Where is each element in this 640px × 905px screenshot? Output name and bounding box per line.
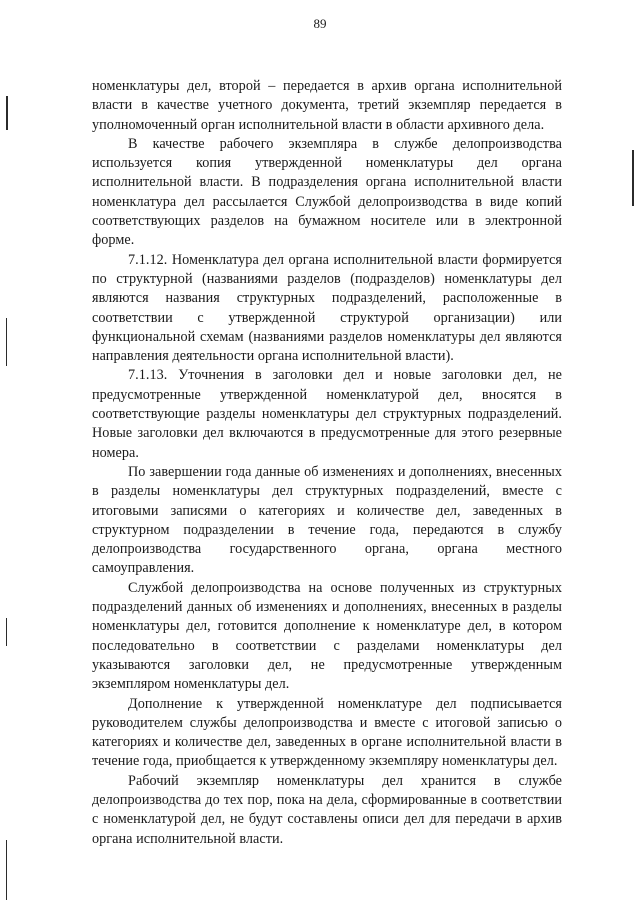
paragraph-working-copy: В качестве рабочего экземпляра в службе делопроизводства используется копия утвержденной номенклатуры дел органа исполнительной власти. В подразделения органа исполнительной власти номенклатура дел рассылается Службой делопроизводства в виде копий соответствующих разделов на бумажном носителе или в электронной форме.	[92, 135, 562, 249]
paragraph-supplement-signing: Дополнение к утвержденной номенклатуре дел подписывается руководителем службы делопроизводства и вместе с итоговой записью о категориях и количестве дел, заведенных в органе исполнительной власти в течение года, приобщается к утвержденному экземпляру номенклатуры дел.	[92, 695, 562, 770]
paragraph-continuation: номенклатуры дел, второй – передается в архив органа исполнительной власти в качестве учетного документа, третий экземпляр передается в уполномоченный орган исполнительной власти в области архивного дела.	[92, 78, 562, 133]
document-body	[92, 77, 562, 849]
paragraph-year-end: По завершении года данные об изменениях и дополнениях, внесенных в разделы номенклатуры дел структурных подразделений, вместе с итоговыми записями о категориях и количестве дел, заведенных в структурном подразделении в течение года, передаются в службу делопроизводства государственного органа, органа местного самоуправления.	[92, 463, 562, 577]
scan-edge-mark	[632, 150, 634, 206]
paragraph-7-1-12: 7.1.12. Номенклатура дел органа исполнительной власти формируется по структурной (названиями разделов (подразделов) номенклатуры дел являются названия структурных подразделений, расположенные в соответствии с утвержденной структурой организации) или функциональной схемам (названиями разделов номенклатуры дел являются направления деятельности органа исполнительной власти).	[92, 251, 562, 365]
paragraph-7-1-13: 7.1.13. Уточнения в заголовки дел и новые заголовки дел, не предусмотренные утвержденной номенклатурой дел, вносятся в соответствующие разделы номенклатуры дел структурных подразделений. Новые заголовки дел включаются в предусмотренные для этого резервные номера.	[92, 367, 562, 461]
scan-edge-mark	[6, 840, 7, 900]
scan-edge-mark	[6, 96, 8, 130]
paragraph-supplement-preparation: Службой делопроизводства на основе полученных из структурных подразделений данных об изменениях и дополнениях, внесенных в разделы номенклатуры дел, готовится дополнение к номенклатуре дел, в котором последовательно в соответствии с разделами номенклатуры дел указываются заголовки дел, не предусмотренные утвержденным экземпляром номенклатуры дел.	[92, 579, 562, 693]
scan-edge-mark	[6, 318, 7, 366]
scan-edge-mark	[6, 618, 7, 646]
paragraph-working-copy-storage: Рабочий экземпляр номенклатуры дел хранится в службе делопроизводства до тех пор, пока на дела, сформированные в соответствии с номенклатурой дел, не будут составлены описи дел для передачи в архив органа исполнительной власти.	[92, 772, 562, 847]
page-number: 89	[313, 16, 327, 31]
